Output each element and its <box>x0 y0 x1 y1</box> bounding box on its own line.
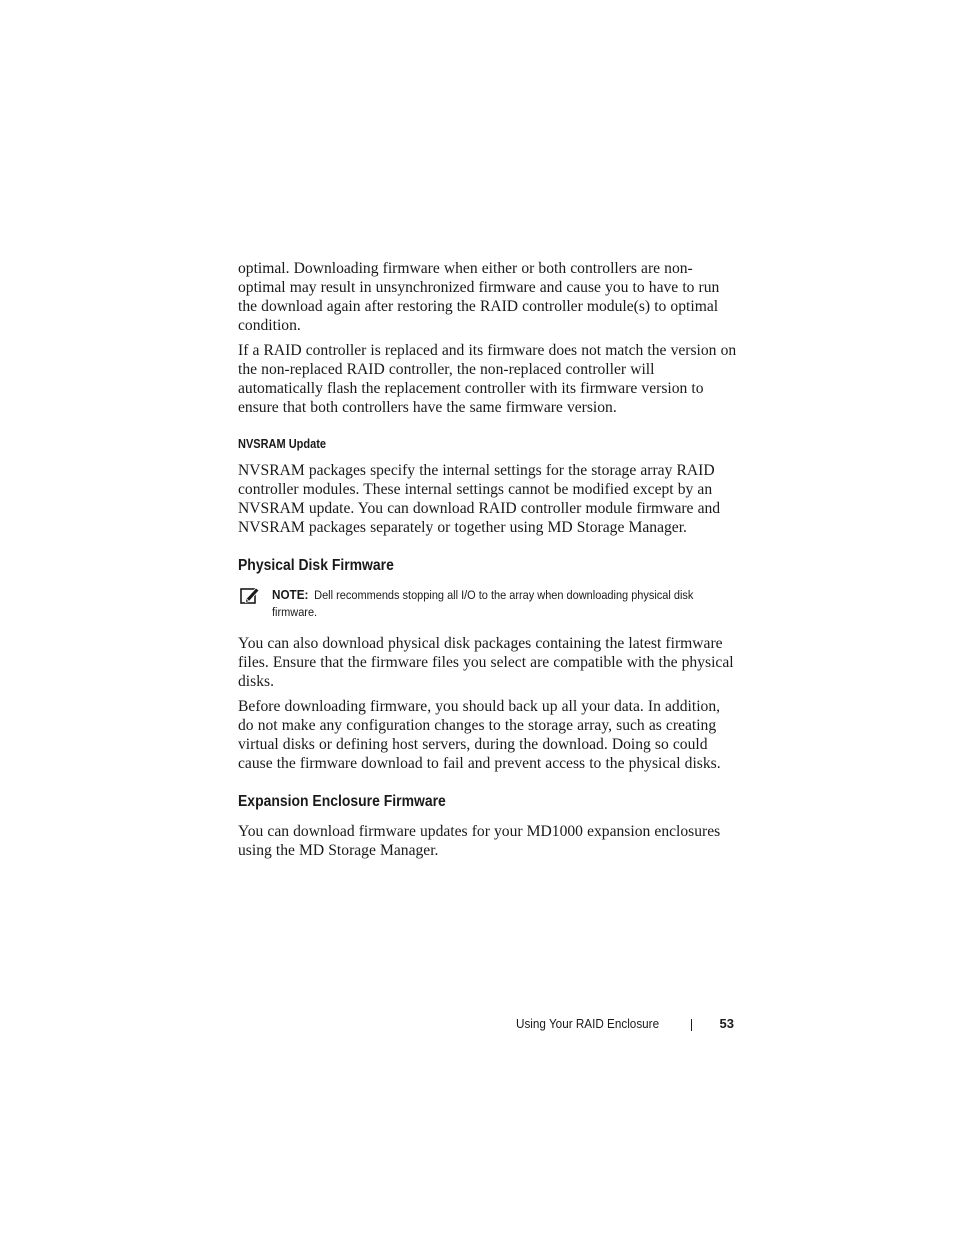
note-callout <box>238 586 738 621</box>
paragraph-optimal-firmware: optimal. Downloading firmware when either or both controllers are non-optimal may result in unsynchronized firmware and cause you to have to run the download again after restoring the RAID controller module(s) to optimal condition. <box>238 260 720 334</box>
heading-nvsram-update: NVSRAM Update <box>238 437 327 451</box>
note-pencil-icon <box>240 586 260 604</box>
paragraph-backup-data: Before downloading firmware, you should back up all your data. In addition, do not make any configuration changes to the storage array, such as creating virtual disks or defining host servers, during the download. Doing so could cause the firmware download to fail and prevent access to the physical disks. <box>238 698 721 772</box>
page-content <box>238 259 738 866</box>
note-text-block <box>272 586 731 621</box>
heading-expansion-enclosure-firmware: Expansion Enclosure Firmware <box>238 793 446 810</box>
paragraph-physical-disk-packages: You can also download physical disk packages containing the latest firmware files. Ensure that the firmware files you select are compatible with the physical disks. <box>238 635 734 690</box>
heading-physical-disk-firmware: Physical Disk Firmware <box>238 557 394 574</box>
paragraph-expansion-enclosure: You can download firmware updates for your MD1000 expansion enclosures using the MD Storage Manager. <box>238 823 721 859</box>
note-text: Dell recommends stopping all I/O to the array when downloading physical disk firmware. <box>272 588 694 619</box>
paragraph-controller-replaced: If a RAID controller is replaced and its firmware does not match the version on the non-replaced RAID controller, the non-replaced controller will automatically flash the replacement controller with its firmware version to ensure that both controllers have the same firmware version. <box>238 342 737 416</box>
paragraph-nvsram: NVSRAM packages specify the internal settings for the storage array RAID controller modules. These internal settings cannot be modified except by an NVSRAM update. You can download RAID controller module firmware and NVSRAM packages separately or together using MD Storage Manager. <box>238 462 721 536</box>
footer-chapter-title: Using Your RAID Enclosure <box>516 1016 660 1031</box>
page-footer <box>516 1015 734 1035</box>
note-label: NOTE: <box>272 587 309 602</box>
footer-separator <box>691 1019 692 1031</box>
footer-page-number: 53 <box>719 1016 734 1031</box>
